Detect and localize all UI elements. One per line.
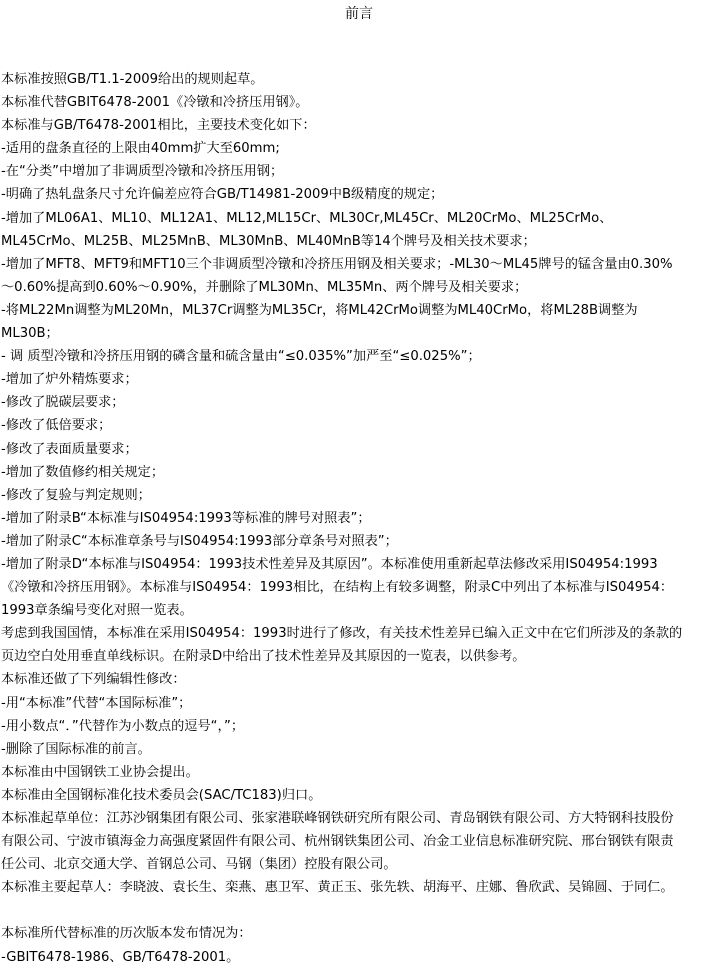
text-line: ～0.60%提高到0.60%～0.90%，并删除了ML30Mn、ML35Mn、两个牌号及相关要求；: [1, 279, 528, 295]
text-line: 《冷镦和冷挤压用钢》。本标准与IS04954：1993相比，在结构上有较多调整，附录C中列出了本标准与IS04954：: [1, 580, 674, 596]
text-line: -修改了脱碳层要求；: [1, 395, 125, 411]
text-line: -增加了MFT8、MFT9和MFT10三个非调质型冷镦和冷挤压用钢及相关要求；-ML30～ML45牌号的锰含量由0.30%: [1, 256, 673, 272]
text-line: 本标准代替GBIT6478-2001《冷镦和冷挤压用钢》。: [1, 95, 309, 111]
text-line: - 调 质型冷镦和冷挤压用钢的磷含量和硫含量由“≤0.035%”加严至“≤0.025%”；: [1, 349, 481, 365]
text-line: -修改了低倍要求；: [1, 418, 112, 434]
text-line: -在“分类”中增加了非调质型冷镦和冷挤压用钢；: [1, 164, 284, 180]
text-line: 本标准由全国钢标准化技术委员会(SAC/TC183)归口。: [1, 787, 322, 803]
text-line: 本标准由中国钢铁工业协会提出。: [1, 764, 199, 780]
text-line: -适用的盘条直径的上限由40mm扩大至60mm;: [1, 141, 280, 157]
text-line: 页边空白处用垂直单线标识。在附录D中给出了技术性差异及其原因的一览表，以供参考。: [1, 649, 526, 665]
text-line: 有限公司、宁波市镇海金力高强度紧固件有限公司、杭州钢铁集团公司、冶金工业信息标准研究院、邢台钢铁有限责: [1, 834, 674, 850]
text-line: -增加了数值修约相关规定；: [1, 464, 165, 480]
text-line: 本标准与GB/T6478-2001相比，主要技术变化如下：: [1, 118, 316, 134]
text-line: -删除了国际标准的前言。: [1, 741, 151, 757]
text-line: 本标准还做了下列编辑性修改：: [1, 672, 186, 688]
text-line: -增加了附录D“本标准与IS04954：1993技术性差异及其原因”。本标准使用重新起草法修改采用IS04954:1993: [1, 556, 658, 572]
text-line: 本标准所代替标准的历次版本发布情况为：: [1, 926, 252, 942]
text-line: ML45CrMo、ML25B、ML25MnB、ML30MnB、ML40MnB等14个牌号及相关技术要求；: [1, 233, 536, 249]
text-line: -将ML22Mn调整为ML20Mn，ML37Cr调整为ML35Cr，将ML42CrMo调整为ML40CrMo，将ML28B调整为: [1, 302, 638, 318]
text-line: -用小数点“．”代替作为小数点的逗号“，”；: [1, 718, 245, 734]
text-line: 本标准按照GB/T1.1-2009给出的规则起草。: [1, 72, 264, 87]
text-line: -GBIT6478-1986、GB/T6478-2001。: [1, 949, 240, 965]
text-line: 任公司、北京交通大学、首钢总公司、马钢（集团）控股有限公司。: [1, 857, 397, 873]
document-body: [1, 68, 716, 969]
text-line: -明确了热轧盘条尺寸允许偏差应符合GB/T14981-2009中B级精度的规定；: [1, 187, 444, 203]
text-line: 本标准起草单位：江苏沙钢集团有限公司、张家港联峰钢铁研究所有限公司、青岛钢铁有限公司、方大特钢科技股份: [1, 811, 674, 826]
blank-line: [1, 899, 716, 922]
page-title: 前言: [345, 6, 373, 22]
text-line: 考虑到我国国情，本标准在采用IS04954：1993时进行了修改，有关技术性差异已编入正文中在它们所涉及的条款的: [1, 626, 683, 642]
text-line: 本标准主要起草人：李晓波、袁长生、栾燕、惠卫军、黄正玉、张先轶、胡海平、庄娜、鲁欣武、吴锦圆、于同仁。: [1, 880, 674, 896]
text-line: 1993章条编号变化对照一览表。: [1, 603, 193, 619]
text-line: -修改了表面质量要求；: [1, 441, 138, 457]
text-line: -增加了ML06A1、ML10、ML12A1、ML12,ML15Cr、ML30Cr,ML45Cr、ML20CrMo、ML25CrMo、: [1, 210, 613, 226]
text-line: -修改了复验与判定规则；: [1, 487, 151, 503]
text-line: -用“本标准”代替“本国际标准”；: [1, 695, 192, 711]
text-line: -增加了附录B“本标准与IS04954:1993等标准的牌号对照表”；: [1, 510, 371, 526]
text-line: ML30B；: [1, 326, 59, 342]
text-line: -增加了附录C“本标准章条号与IS04954:1993部分章条号对照表”；: [1, 533, 398, 549]
text-line: -增加了炉外精炼要求；: [1, 372, 138, 388]
